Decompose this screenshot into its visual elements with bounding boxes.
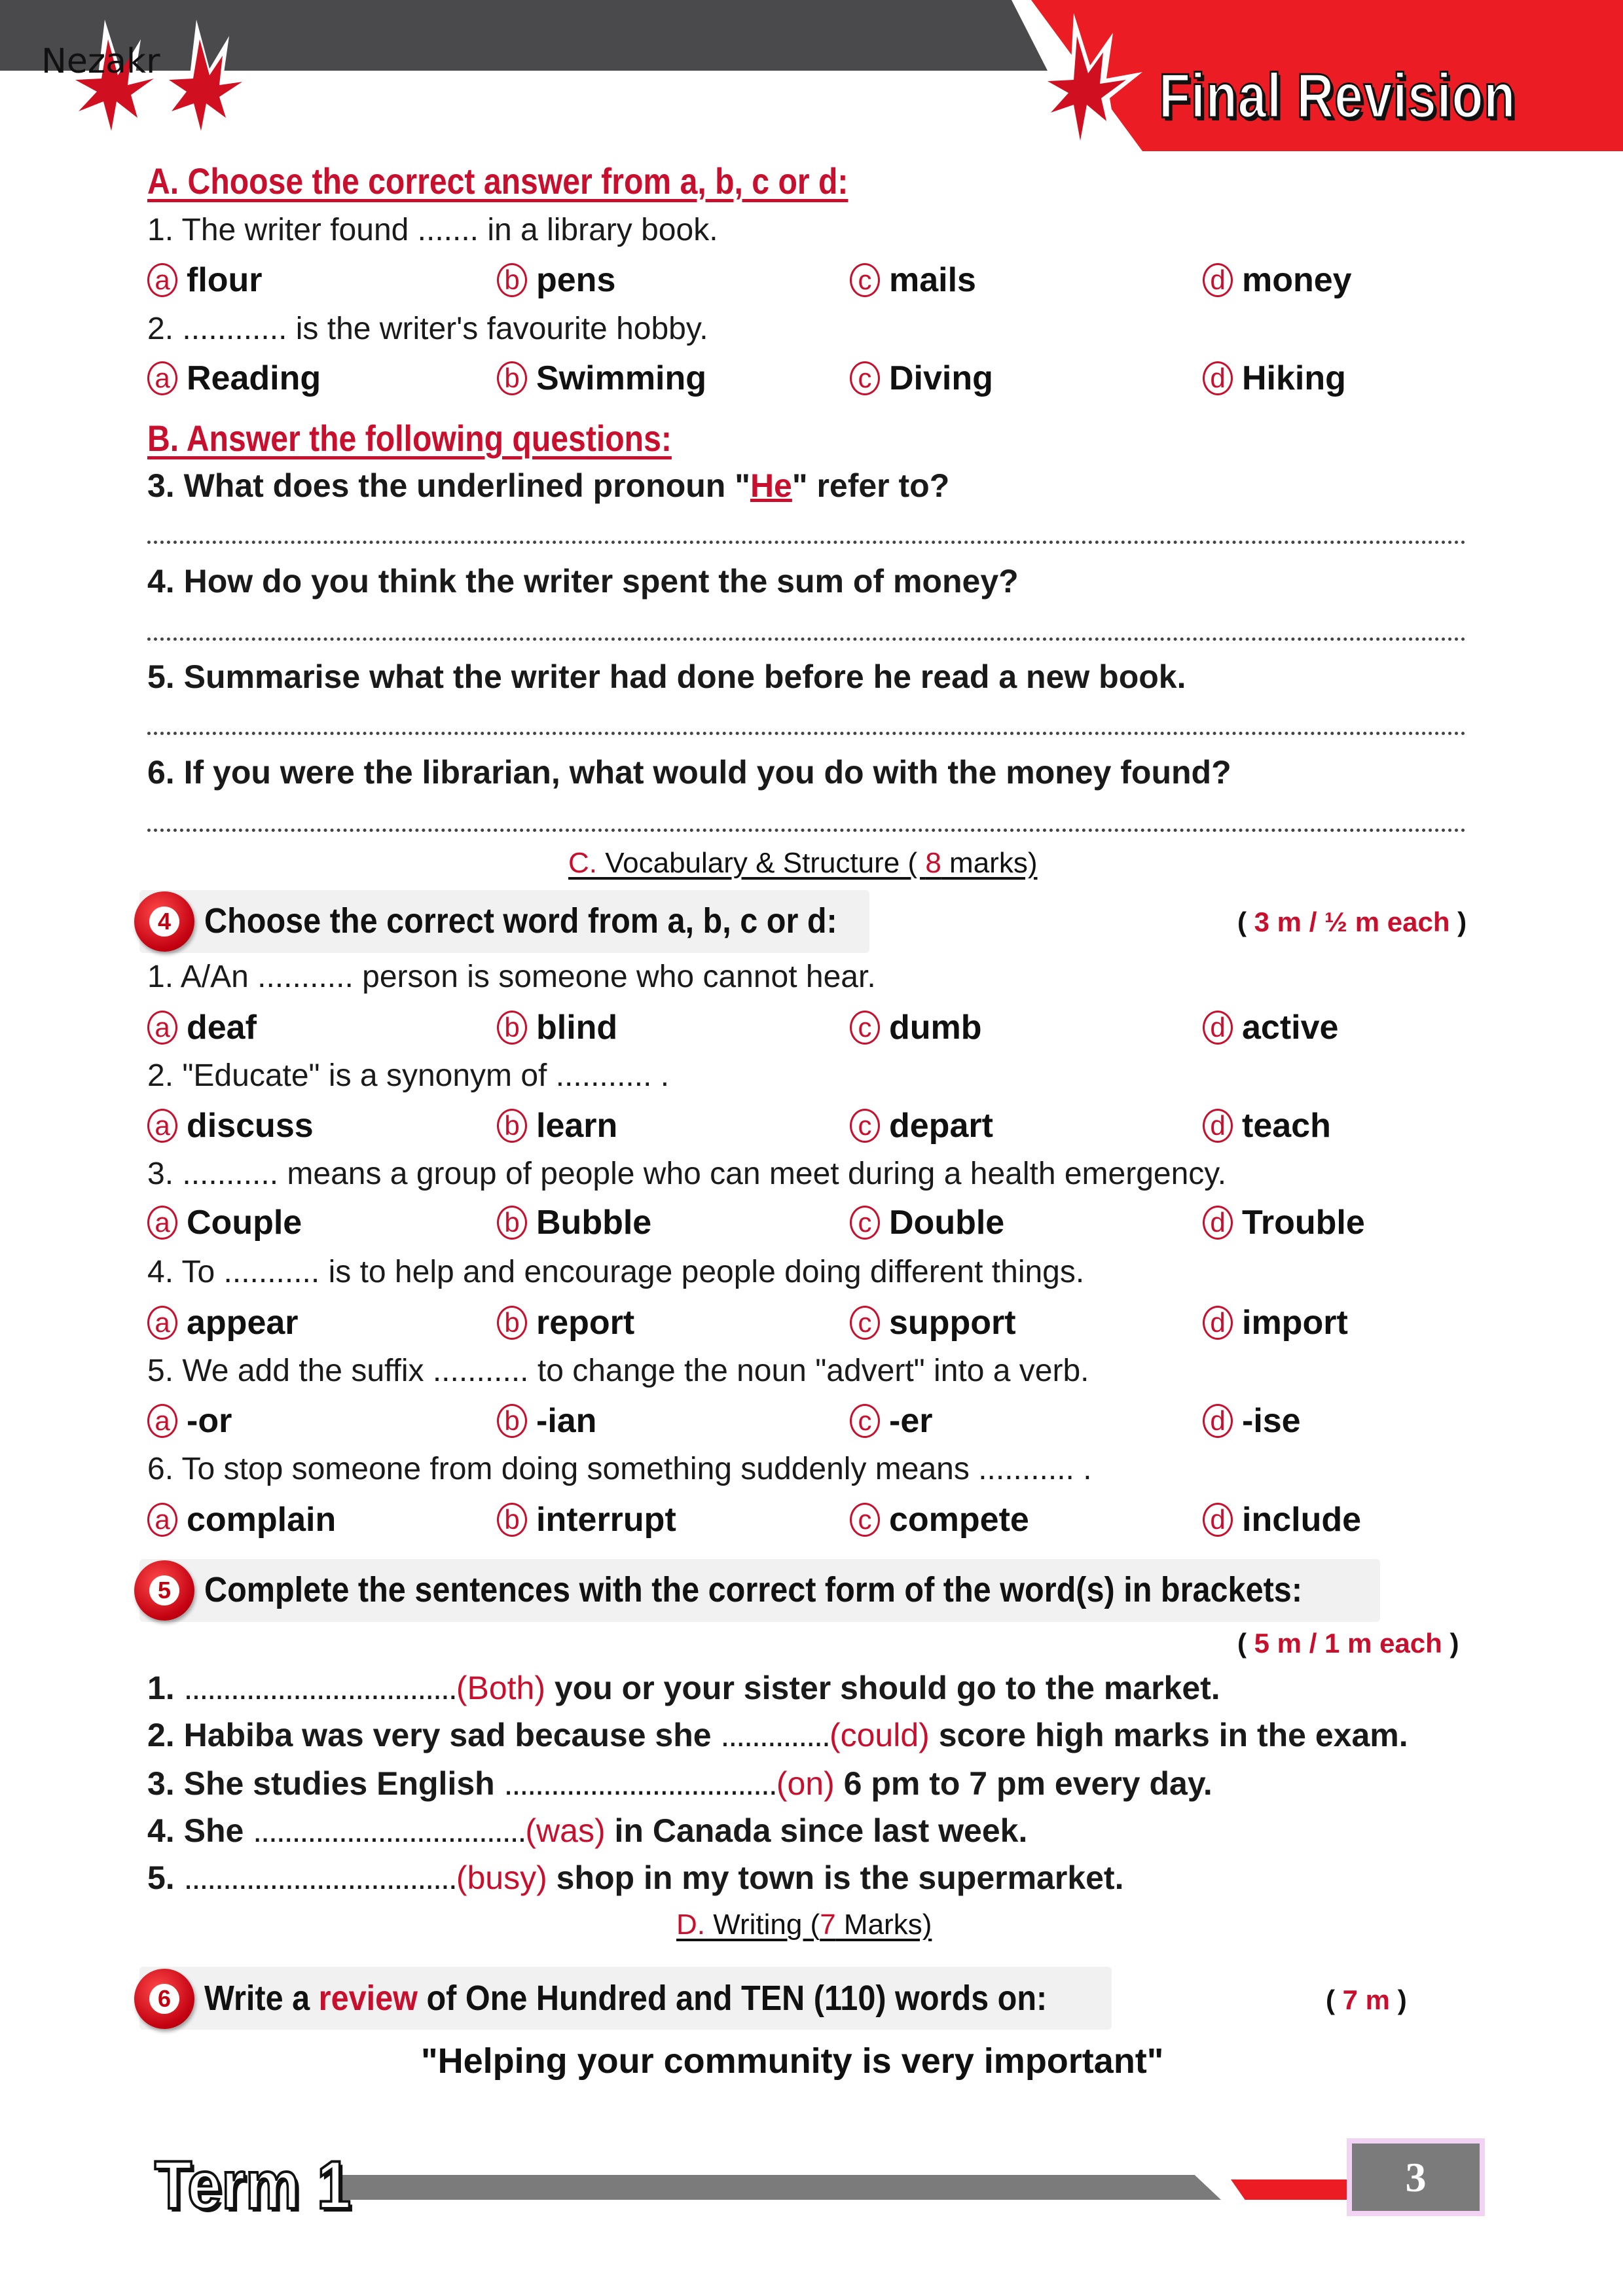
marks-value: 3 m / ½ m each bbox=[1254, 906, 1450, 937]
term-label: Term 1 bbox=[155, 2147, 351, 2223]
answer-option[interactable] bbox=[1203, 359, 1346, 398]
question-text: 4. How do you think the writer spent the sum of money? bbox=[147, 563, 1019, 600]
answer-option[interactable] bbox=[1203, 1303, 1348, 1342]
paren: ( bbox=[1237, 1628, 1254, 1659]
footer-accent bbox=[1231, 2179, 1349, 2200]
bracket-word: (busy) bbox=[456, 1859, 547, 1896]
option-text: Reading bbox=[187, 359, 321, 397]
option-text: complain bbox=[187, 1501, 337, 1539]
answer-option[interactable] bbox=[147, 1401, 232, 1441]
question-text: 6. If you were the librarian, what would you do with the money found? bbox=[147, 754, 1231, 791]
answer-option[interactable] bbox=[497, 1203, 651, 1242]
underlined-pronoun: He bbox=[750, 467, 792, 504]
option-a-marker: a bbox=[147, 1011, 177, 1045]
option-text: active bbox=[1242, 1009, 1339, 1047]
question-5-marks bbox=[1237, 1628, 1459, 1659]
option-a-marker: a bbox=[147, 361, 177, 395]
option-a-marker: a bbox=[147, 1206, 177, 1240]
section-c-marks-suffix: marks) bbox=[941, 847, 1038, 879]
bracket-word: (on) bbox=[776, 1765, 835, 1802]
answer-option[interactable] bbox=[497, 1401, 596, 1441]
option-c-marker: c bbox=[850, 263, 880, 297]
question-5-title: Complete the sentences with the correct form of the word(s) in brackets: bbox=[204, 1570, 1303, 1609]
writing-topic: "Helping your community is very important" bbox=[421, 2041, 1164, 2081]
answer-option[interactable] bbox=[147, 359, 321, 398]
question-stem: 4. To ........... is to help and encourage people doing different things. bbox=[147, 1255, 1085, 1289]
question-stem: 5. We add the suffix ........... to change the noun "advert" into a verb. bbox=[147, 1354, 1089, 1388]
sentence-text: in Canada since last week. bbox=[605, 1812, 1028, 1849]
page-title: Final Revision bbox=[1159, 61, 1516, 131]
option-text: compete bbox=[889, 1501, 1029, 1539]
section-d-letter: D. bbox=[676, 1909, 705, 1941]
section-c-title: Vocabulary & Structure ( bbox=[597, 847, 926, 879]
option-text: interrupt bbox=[536, 1501, 676, 1539]
paren: ) bbox=[1390, 1984, 1407, 2015]
answer-option[interactable] bbox=[850, 1500, 1029, 1539]
option-text: import bbox=[1242, 1304, 1348, 1342]
answer-option[interactable] bbox=[497, 260, 615, 300]
option-c-marker: c bbox=[850, 1404, 880, 1438]
sentence-text: 1. bbox=[147, 1670, 184, 1706]
question-4-title: Choose the correct word from a, b, c or d: bbox=[204, 901, 837, 941]
footer-bar bbox=[340, 2175, 1221, 2200]
option-text: Bubble bbox=[536, 1204, 652, 1242]
option-text: depart bbox=[889, 1107, 993, 1145]
page-number bbox=[1347, 2138, 1485, 2216]
answer-option[interactable] bbox=[850, 260, 976, 300]
question-number-badge bbox=[134, 1560, 194, 1621]
answer-line[interactable] bbox=[147, 541, 1466, 544]
blank-field[interactable]: ................................... bbox=[253, 1812, 526, 1849]
answer-line[interactable] bbox=[147, 829, 1466, 832]
sentence-text: 5. bbox=[147, 1859, 184, 1896]
option-text: dumb bbox=[889, 1009, 982, 1047]
question-number: 4 bbox=[149, 906, 179, 937]
question-number-badge bbox=[134, 1969, 194, 2029]
option-text: support bbox=[889, 1304, 1016, 1342]
question-number-badge bbox=[134, 891, 194, 952]
option-text: -er bbox=[889, 1402, 933, 1440]
blank-field[interactable]: .............. bbox=[720, 1717, 830, 1753]
section-d-heading bbox=[676, 1909, 932, 1941]
answer-option[interactable] bbox=[1203, 1106, 1331, 1145]
option-text: -ian bbox=[536, 1402, 597, 1440]
sentence-text: you or your sister should go to the market. bbox=[545, 1670, 1220, 1706]
option-b-marker: b bbox=[497, 1404, 527, 1438]
option-text: mails bbox=[889, 261, 976, 299]
completion-sentence bbox=[147, 1859, 1123, 1897]
answer-line[interactable] bbox=[147, 637, 1466, 641]
answer-option[interactable] bbox=[1203, 1203, 1365, 1242]
option-a-marker: a bbox=[147, 1503, 177, 1537]
option-d-marker: d bbox=[1203, 1404, 1233, 1438]
bracket-word: (was) bbox=[525, 1812, 606, 1849]
answer-option[interactable] bbox=[850, 1401, 932, 1441]
sentence-text: 4. She bbox=[147, 1812, 253, 1849]
option-text: Diving bbox=[889, 359, 993, 397]
answer-option[interactable] bbox=[497, 1008, 617, 1047]
answer-option[interactable] bbox=[850, 1303, 1016, 1342]
option-b-marker: b bbox=[497, 1109, 527, 1143]
open-question bbox=[147, 658, 1186, 696]
option-text: -or bbox=[187, 1402, 232, 1440]
marks-value: 7 m bbox=[1342, 1984, 1391, 2015]
answer-option[interactable] bbox=[1203, 1401, 1301, 1441]
completion-sentence bbox=[147, 1669, 1220, 1707]
option-a-marker: a bbox=[147, 1404, 177, 1438]
option-d-marker: d bbox=[1203, 1109, 1233, 1143]
page-number-text: 3 bbox=[1405, 2153, 1427, 2200]
question-stem: 6. To stop someone from doing something suddenly means ........... . bbox=[147, 1452, 1092, 1486]
question-text: 5. Summarise what the writer had done before he read a new book. bbox=[147, 658, 1186, 695]
sentence-text: 6 pm to 7 pm every day. bbox=[834, 1765, 1213, 1802]
question-stem: 3. ........... means a group of people who can meet during a health emergency. bbox=[147, 1157, 1227, 1191]
brand-watermark: Nezakr bbox=[41, 42, 160, 81]
option-text: Trouble bbox=[1242, 1204, 1365, 1242]
option-b-marker: b bbox=[497, 1503, 527, 1537]
completion-sentence bbox=[147, 1716, 1408, 1754]
option-a-marker: a bbox=[147, 263, 177, 297]
section-c-letter: C. bbox=[568, 847, 597, 879]
option-d-marker: d bbox=[1203, 1503, 1233, 1537]
answer-option[interactable] bbox=[850, 1203, 1004, 1242]
question-6-title bbox=[204, 1978, 1047, 2018]
option-c-marker: c bbox=[850, 1503, 880, 1537]
open-question bbox=[147, 562, 1019, 600]
answer-option[interactable] bbox=[497, 1500, 676, 1539]
option-c-marker: c bbox=[850, 361, 880, 395]
sentence-text: 3. She studies English bbox=[147, 1765, 504, 1802]
answer-option[interactable] bbox=[147, 1203, 302, 1242]
title-text: of One Hundred and TEN (110) words on: bbox=[417, 1979, 1048, 2018]
answer-option[interactable] bbox=[1203, 1008, 1338, 1047]
option-text: include bbox=[1242, 1501, 1362, 1539]
answer-option[interactable] bbox=[850, 359, 993, 398]
paren: ) bbox=[1442, 1628, 1459, 1659]
option-d-marker: d bbox=[1203, 361, 1233, 395]
answer-option[interactable] bbox=[147, 1008, 257, 1047]
question-stem: 1. The writer found ....... in a library book. bbox=[147, 213, 718, 247]
section-a-heading: A. Choose the correct answer from a, b, c or d: bbox=[147, 160, 848, 202]
blank-field[interactable]: ................................... bbox=[183, 1859, 456, 1896]
question-number: 5 bbox=[149, 1575, 179, 1605]
option-text: teach bbox=[1242, 1107, 1331, 1145]
option-text: appear bbox=[187, 1304, 299, 1342]
option-d-marker: d bbox=[1203, 1306, 1233, 1340]
question-text: " refer to? bbox=[792, 467, 950, 504]
option-b-marker: b bbox=[497, 1206, 527, 1240]
option-b-marker: b bbox=[497, 361, 527, 395]
section-c-heading bbox=[568, 847, 1037, 880]
answer-option[interactable] bbox=[147, 1106, 314, 1145]
paren: ( bbox=[1326, 1984, 1343, 2015]
answer-option[interactable] bbox=[497, 359, 706, 398]
blank-field[interactable]: ................................... bbox=[503, 1765, 776, 1802]
question-stem: 2. ............ is the writer's favourite hobby. bbox=[147, 312, 708, 346]
answer-option[interactable] bbox=[497, 1106, 617, 1145]
bracket-word: (could) bbox=[829, 1717, 930, 1753]
open-question bbox=[147, 467, 949, 505]
title-text: Write a bbox=[204, 1979, 319, 2018]
option-text: Hiking bbox=[1242, 359, 1346, 397]
option-text: pens bbox=[536, 261, 616, 299]
option-text: Double bbox=[889, 1204, 1005, 1242]
option-d-marker: d bbox=[1203, 1011, 1233, 1045]
option-text: flour bbox=[187, 261, 263, 299]
sentence-text: shop in my town is the supermarket. bbox=[547, 1859, 1124, 1896]
paren: ( bbox=[1237, 906, 1254, 937]
paren: ) bbox=[1450, 906, 1467, 937]
question-stem: 2. "Educate" is a synonym of ........... . bbox=[147, 1058, 670, 1093]
question-number: 6 bbox=[149, 1984, 179, 2014]
section-d-marks-suffix: Marks) bbox=[835, 1909, 932, 1941]
question-stem: 1. A/An ........... person is someone who cannot hear. bbox=[147, 960, 876, 994]
option-c-marker: c bbox=[850, 1109, 880, 1143]
completion-sentence bbox=[147, 1765, 1213, 1803]
answer-option[interactable] bbox=[1203, 1500, 1361, 1539]
section-c-marks-number: 8 bbox=[925, 847, 941, 879]
open-question bbox=[147, 753, 1231, 791]
option-text: discuss bbox=[187, 1107, 314, 1145]
question-4-marks bbox=[1237, 906, 1467, 938]
option-b-marker: b bbox=[497, 1306, 527, 1340]
option-text: Couple bbox=[187, 1204, 302, 1242]
option-text: learn bbox=[536, 1107, 618, 1145]
option-c-marker: c bbox=[850, 1011, 880, 1045]
option-c-marker: c bbox=[850, 1306, 880, 1340]
option-c-marker: c bbox=[850, 1206, 880, 1240]
section-d-marks-number: 7 bbox=[820, 1909, 836, 1941]
sentence-text: score high marks in the exam. bbox=[929, 1717, 1408, 1753]
answer-option[interactable] bbox=[497, 1303, 634, 1342]
sentence-text: 2. Habiba was very sad because she bbox=[147, 1717, 721, 1753]
option-a-marker: a bbox=[147, 1306, 177, 1340]
option-text: blind bbox=[536, 1009, 618, 1047]
bracket-word: (Both) bbox=[456, 1670, 545, 1706]
answer-line[interactable] bbox=[147, 732, 1466, 735]
section-d-title: Writing ( bbox=[705, 1909, 820, 1941]
option-text: -ise bbox=[1242, 1402, 1301, 1440]
answer-option[interactable] bbox=[1203, 260, 1352, 300]
answer-option[interactable] bbox=[850, 1008, 982, 1047]
option-text: money bbox=[1242, 261, 1352, 299]
question-6-marks bbox=[1326, 1984, 1407, 2016]
answer-option[interactable] bbox=[147, 260, 263, 300]
question-text: 3. What does the underlined pronoun " bbox=[147, 467, 750, 504]
option-d-marker: d bbox=[1203, 1206, 1233, 1240]
answer-option[interactable] bbox=[850, 1106, 993, 1145]
option-text: Swimming bbox=[536, 359, 707, 397]
option-b-marker: b bbox=[497, 263, 527, 297]
option-b-marker: b bbox=[497, 1011, 527, 1045]
section-b-heading: B. Answer the following questions: bbox=[147, 418, 672, 459]
option-d-marker: d bbox=[1203, 263, 1233, 297]
option-text: deaf bbox=[187, 1009, 257, 1047]
completion-sentence bbox=[147, 1812, 1027, 1850]
marks-value: 5 m / 1 m each bbox=[1254, 1628, 1442, 1659]
option-text: report bbox=[536, 1304, 635, 1342]
title-highlight: review bbox=[318, 1979, 418, 2018]
option-a-marker: a bbox=[147, 1109, 177, 1143]
answer-option[interactable] bbox=[147, 1303, 299, 1342]
answer-option[interactable] bbox=[147, 1500, 336, 1539]
blank-field[interactable]: ................................... bbox=[183, 1670, 456, 1706]
